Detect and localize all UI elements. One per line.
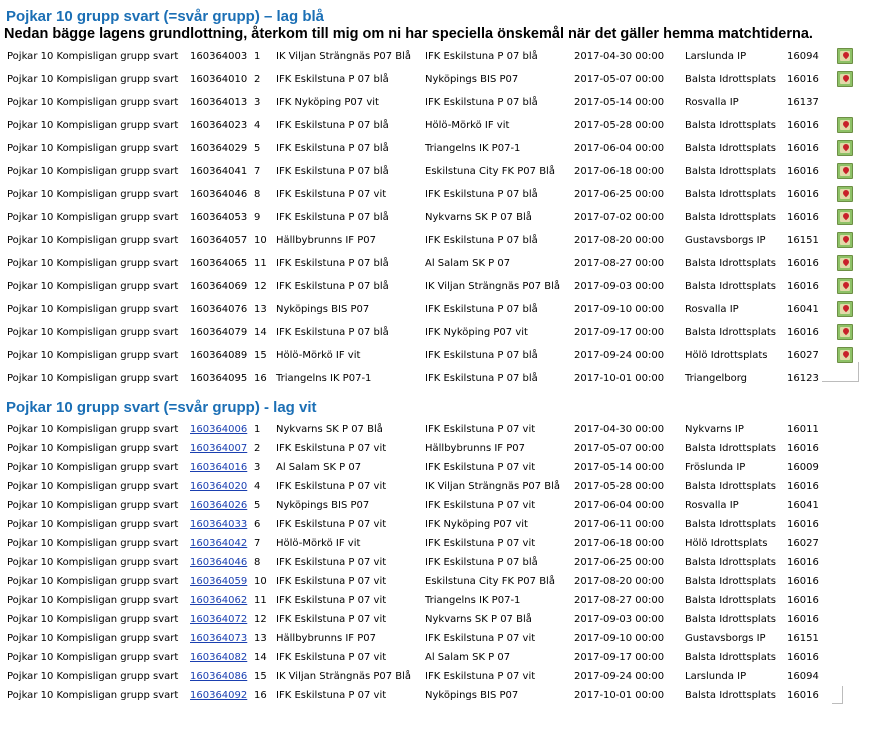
venue-cell: Balsta Idrottsplats bbox=[685, 576, 776, 587]
home-team-cell: Nykvarns SK P 07 Blå bbox=[276, 424, 383, 435]
home-team-cell: IFK Eskilstuna P 07 vit bbox=[276, 576, 387, 587]
away-team-cell: Eskilstuna City FK P07 Blå bbox=[425, 576, 555, 587]
date-cell: 2017-05-07 00:00 bbox=[574, 443, 665, 454]
series-cell: Pojkar 10 Kompisligan grupp svart bbox=[7, 212, 179, 223]
table-row bbox=[0, 208, 870, 227]
away-team-cell: IFK Eskilstuna P 07 blå bbox=[425, 97, 538, 108]
series-cell: Pojkar 10 Kompisligan grupp svart bbox=[7, 652, 179, 663]
away-team-cell: IFK Eskilstuna P 07 blå bbox=[425, 373, 538, 384]
away-team-cell: IFK Eskilstuna P 07 vit bbox=[425, 538, 536, 549]
venue-cell: Balsta Idrottsplats bbox=[685, 595, 776, 606]
date-cell: 2017-09-10 00:00 bbox=[574, 633, 665, 644]
round-cell: 14 bbox=[254, 327, 267, 338]
table-row bbox=[0, 534, 870, 553]
venue-cell: Gustavsborgs IP bbox=[685, 633, 766, 644]
map-pin-icon[interactable] bbox=[837, 255, 853, 271]
home-team-cell: IFK Eskilstuna P 07 vit bbox=[276, 614, 387, 625]
round-cell: 14 bbox=[254, 652, 267, 663]
date-cell: 2017-09-24 00:00 bbox=[574, 350, 665, 361]
home-team-cell: Al Salam SK P 07 bbox=[276, 462, 362, 473]
series-cell: Pojkar 10 Kompisligan grupp svart bbox=[7, 538, 179, 549]
series-cell: Pojkar 10 Kompisligan grupp svart bbox=[7, 690, 179, 701]
table-row bbox=[0, 477, 870, 496]
table-row bbox=[0, 323, 870, 342]
table-row bbox=[0, 300, 870, 319]
match-id: 160364079 bbox=[190, 327, 248, 338]
match-id[interactable]: 160364046 bbox=[190, 557, 248, 568]
series-cell: Pojkar 10 Kompisligan grupp svart bbox=[7, 500, 179, 511]
date-cell: 2017-05-07 00:00 bbox=[574, 74, 665, 85]
match-id[interactable]: 160364072 bbox=[190, 614, 248, 625]
series-cell: Pojkar 10 Kompisligan grupp svart bbox=[7, 97, 179, 108]
table-row bbox=[0, 231, 870, 250]
venue-cell: Balsta Idrottsplats bbox=[685, 74, 776, 85]
round-cell: 15 bbox=[254, 671, 267, 682]
map-pin-icon[interactable] bbox=[837, 117, 853, 133]
round-cell: 4 bbox=[254, 120, 261, 131]
away-team-cell: IFK Eskilstuna P 07 vit bbox=[425, 633, 536, 644]
home-team-cell: IFK Nyköping P07 vit bbox=[276, 97, 379, 108]
date-cell: 2017-06-04 00:00 bbox=[574, 500, 665, 511]
series-cell: Pojkar 10 Kompisligan grupp svart bbox=[7, 557, 179, 568]
date-cell: 2017-05-14 00:00 bbox=[574, 462, 665, 473]
table-frame-corner bbox=[832, 686, 843, 704]
away-team-cell: IK Viljan Strängnäs P07 Blå bbox=[425, 281, 561, 292]
match-id: 160364095 bbox=[190, 373, 248, 384]
venue-code-cell: 16016 bbox=[787, 614, 819, 625]
away-team-cell: IFK Eskilstuna P 07 vit bbox=[425, 671, 536, 682]
venue-code-cell: 16016 bbox=[787, 557, 819, 568]
venue-code-cell: 16041 bbox=[787, 500, 819, 511]
series-cell: Pojkar 10 Kompisligan grupp svart bbox=[7, 350, 179, 361]
home-team-cell: IFK Eskilstuna P 07 blå bbox=[276, 258, 389, 269]
home-team-cell: IFK Eskilstuna P 07 blå bbox=[276, 143, 389, 154]
date-cell: 2017-05-14 00:00 bbox=[574, 97, 665, 108]
date-cell: 2017-06-18 00:00 bbox=[574, 166, 665, 177]
round-cell: 10 bbox=[254, 235, 267, 246]
map-pin-icon[interactable] bbox=[837, 163, 853, 179]
venue-code-cell: 16016 bbox=[787, 576, 819, 587]
match-id: 160364003 bbox=[190, 51, 248, 62]
round-cell: 2 bbox=[254, 74, 261, 85]
table-row bbox=[0, 515, 870, 534]
date-cell: 2017-08-20 00:00 bbox=[574, 235, 665, 246]
table-row bbox=[0, 185, 870, 204]
series-cell: Pojkar 10 Kompisligan grupp svart bbox=[7, 633, 179, 644]
venue-cell: Balsta Idrottsplats bbox=[685, 120, 776, 131]
table-frame-corner bbox=[822, 362, 859, 382]
match-id: 160364069 bbox=[190, 281, 248, 292]
venue-code-cell: 16016 bbox=[787, 258, 819, 269]
date-cell: 2017-05-28 00:00 bbox=[574, 120, 665, 131]
map-pin-icon[interactable] bbox=[837, 278, 853, 294]
date-cell: 2017-07-02 00:00 bbox=[574, 212, 665, 223]
series-cell: Pojkar 10 Kompisligan grupp svart bbox=[7, 481, 179, 492]
section1-title: Pojkar 10 grupp svart (=svår grupp) – lag blå bbox=[6, 8, 325, 25]
round-cell: 13 bbox=[254, 304, 267, 315]
round-cell: 4 bbox=[254, 481, 261, 492]
home-team-cell: IK Viljan Strängnäs P07 Blå bbox=[276, 671, 412, 682]
table-row bbox=[0, 70, 870, 89]
home-team-cell: IFK Eskilstuna P 07 blå bbox=[276, 327, 389, 338]
venue-cell: Balsta Idrottsplats bbox=[685, 258, 776, 269]
match-id[interactable]: 160364033 bbox=[190, 519, 248, 530]
round-cell: 16 bbox=[254, 690, 267, 701]
home-team-cell: IFK Eskilstuna P 07 vit bbox=[276, 189, 387, 200]
table-row bbox=[0, 648, 870, 667]
venue-code-cell: 16016 bbox=[787, 519, 819, 530]
date-cell: 2017-08-27 00:00 bbox=[574, 595, 665, 606]
away-team-cell: IFK Nyköping P07 vit bbox=[425, 519, 528, 530]
match-id: 160364010 bbox=[190, 74, 248, 85]
away-team-cell: Triangelns IK P07-1 bbox=[425, 595, 521, 606]
series-cell: Pojkar 10 Kompisligan grupp svart bbox=[7, 120, 179, 131]
series-cell: Pojkar 10 Kompisligan grupp svart bbox=[7, 166, 179, 177]
venue-cell: Balsta Idrottsplats bbox=[685, 327, 776, 338]
date-cell: 2017-06-25 00:00 bbox=[574, 557, 665, 568]
venue-code-cell: 16016 bbox=[787, 189, 819, 200]
venue-cell: Larslunda IP bbox=[685, 51, 747, 62]
venue-cell: Balsta Idrottsplats bbox=[685, 519, 776, 530]
date-cell: 2017-06-04 00:00 bbox=[574, 143, 665, 154]
date-cell: 2017-04-30 00:00 bbox=[574, 51, 665, 62]
venue-cell: Hölö Idrottsplats bbox=[685, 350, 768, 361]
venue-code-cell: 16016 bbox=[787, 481, 819, 492]
away-team-cell: Nykvarns SK P 07 Blå bbox=[425, 212, 532, 223]
series-cell: Pojkar 10 Kompisligan grupp svart bbox=[7, 189, 179, 200]
table-row bbox=[0, 591, 870, 610]
match-id: 160364057 bbox=[190, 235, 248, 246]
match-id[interactable]: 160364082 bbox=[190, 652, 248, 663]
round-cell: 2 bbox=[254, 443, 261, 454]
home-team-cell: IK Viljan Strängnäs P07 Blå bbox=[276, 51, 412, 62]
series-cell: Pojkar 10 Kompisligan grupp svart bbox=[7, 304, 179, 315]
venue-cell: Larslunda IP bbox=[685, 671, 747, 682]
venue-code-cell: 16016 bbox=[787, 143, 819, 154]
venue-code-cell: 16016 bbox=[787, 74, 819, 85]
map-pin-icon[interactable] bbox=[837, 71, 853, 87]
match-id: 160364023 bbox=[190, 120, 248, 131]
date-cell: 2017-09-03 00:00 bbox=[574, 281, 665, 292]
venue-code-cell: 16011 bbox=[787, 424, 819, 435]
venue-cell: Balsta Idrottsplats bbox=[685, 614, 776, 625]
venue-code-cell: 16016 bbox=[787, 443, 819, 454]
series-cell: Pojkar 10 Kompisligan grupp svart bbox=[7, 74, 179, 85]
venue-code-cell: 16016 bbox=[787, 166, 819, 177]
series-cell: Pojkar 10 Kompisligan grupp svart bbox=[7, 462, 179, 473]
table-row bbox=[0, 47, 870, 66]
round-cell: 3 bbox=[254, 97, 261, 108]
venue-cell: Balsta Idrottsplats bbox=[685, 212, 776, 223]
venue-cell: Balsta Idrottsplats bbox=[685, 143, 776, 154]
date-cell: 2017-10-01 00:00 bbox=[574, 690, 665, 701]
venue-code-cell: 16041 bbox=[787, 304, 819, 315]
away-team-cell: IFK Nyköping P07 vit bbox=[425, 327, 528, 338]
away-team-cell: IFK Eskilstuna P 07 vit bbox=[425, 500, 536, 511]
date-cell: 2017-08-27 00:00 bbox=[574, 258, 665, 269]
series-cell: Pojkar 10 Kompisligan grupp svart bbox=[7, 281, 179, 292]
away-team-cell: IFK Eskilstuna P 07 blå bbox=[425, 557, 538, 568]
table-row bbox=[0, 439, 870, 458]
round-cell: 12 bbox=[254, 614, 267, 625]
match-id[interactable]: 160364026 bbox=[190, 500, 248, 511]
round-cell: 10 bbox=[254, 576, 267, 587]
venue-code-cell: 16137 bbox=[787, 97, 819, 108]
home-team-cell: IFK Eskilstuna P 07 blå bbox=[276, 281, 389, 292]
table-row bbox=[0, 420, 870, 439]
venue-cell: Balsta Idrottsplats bbox=[685, 281, 776, 292]
series-cell: Pojkar 10 Kompisligan grupp svart bbox=[7, 235, 179, 246]
away-team-cell: IFK Eskilstuna P 07 blå bbox=[425, 51, 538, 62]
match-id: 160364065 bbox=[190, 258, 248, 269]
match-id[interactable]: 160364006 bbox=[190, 424, 248, 435]
table-row bbox=[0, 346, 870, 365]
series-cell: Pojkar 10 Kompisligan grupp svart bbox=[7, 258, 179, 269]
table-row bbox=[0, 610, 870, 629]
venue-code-cell: 16009 bbox=[787, 462, 819, 473]
venue-code-cell: 16094 bbox=[787, 51, 819, 62]
away-team-cell: Triangelns IK P07-1 bbox=[425, 143, 521, 154]
table-row bbox=[0, 572, 870, 591]
home-team-cell: IFK Eskilstuna P 07 blå bbox=[276, 166, 389, 177]
away-team-cell: IFK Eskilstuna P 07 blå bbox=[425, 304, 538, 315]
round-cell: 11 bbox=[254, 595, 267, 606]
venue-code-cell: 16094 bbox=[787, 671, 819, 682]
venue-cell: Rosvalla IP bbox=[685, 97, 739, 108]
table-row bbox=[0, 254, 870, 273]
venue-cell: Rosvalla IP bbox=[685, 304, 739, 315]
round-cell: 11 bbox=[254, 258, 267, 269]
date-cell: 2017-09-17 00:00 bbox=[574, 327, 665, 338]
date-cell: 2017-06-25 00:00 bbox=[574, 189, 665, 200]
away-team-cell: IFK Eskilstuna P 07 blå bbox=[425, 235, 538, 246]
round-cell: 13 bbox=[254, 633, 267, 644]
home-team-cell: IFK Eskilstuna P 07 vit bbox=[276, 595, 387, 606]
date-cell: 2017-06-18 00:00 bbox=[574, 538, 665, 549]
venue-code-cell: 16151 bbox=[787, 235, 819, 246]
home-team-cell: IFK Eskilstuna P 07 vit bbox=[276, 443, 387, 454]
match-id[interactable]: 160364016 bbox=[190, 462, 248, 473]
away-team-cell: IFK Eskilstuna P 07 vit bbox=[425, 424, 536, 435]
series-cell: Pojkar 10 Kompisligan grupp svart bbox=[7, 576, 179, 587]
match-id: 160364076 bbox=[190, 304, 248, 315]
home-team-cell: Hällbybrunns IF P07 bbox=[276, 633, 376, 644]
away-team-cell: IFK Eskilstuna P 07 blå bbox=[425, 189, 538, 200]
date-cell: 2017-05-28 00:00 bbox=[574, 481, 665, 492]
series-cell: Pojkar 10 Kompisligan grupp svart bbox=[7, 327, 179, 338]
away-team-cell: Nyköpings BIS P07 bbox=[425, 74, 519, 85]
map-pin-icon[interactable] bbox=[837, 324, 853, 340]
home-team-cell: IFK Eskilstuna P 07 blå bbox=[276, 212, 389, 223]
venue-cell: Hölö Idrottsplats bbox=[685, 538, 768, 549]
venue-cell: Balsta Idrottsplats bbox=[685, 481, 776, 492]
series-cell: Pojkar 10 Kompisligan grupp svart bbox=[7, 595, 179, 606]
match-id[interactable]: 160364059 bbox=[190, 576, 248, 587]
series-cell: Pojkar 10 Kompisligan grupp svart bbox=[7, 671, 179, 682]
match-id: 160364089 bbox=[190, 350, 248, 361]
home-team-cell: Hölö-Mörkö IF vit bbox=[276, 350, 361, 361]
map-pin-icon[interactable] bbox=[837, 209, 853, 225]
series-cell: Pojkar 10 Kompisligan grupp svart bbox=[7, 443, 179, 454]
away-team-cell: Nyköpings BIS P07 bbox=[425, 690, 519, 701]
home-team-cell: IFK Eskilstuna P 07 vit bbox=[276, 519, 387, 530]
series-cell: Pojkar 10 Kompisligan grupp svart bbox=[7, 143, 179, 154]
round-cell: 1 bbox=[254, 424, 261, 435]
map-pin-icon[interactable] bbox=[837, 301, 853, 317]
match-id: 160364046 bbox=[190, 189, 248, 200]
table-row bbox=[0, 139, 870, 158]
away-team-cell: IFK Eskilstuna P 07 vit bbox=[425, 462, 536, 473]
away-team-cell: Nykvarns SK P 07 Blå bbox=[425, 614, 532, 625]
date-cell: 2017-06-11 00:00 bbox=[574, 519, 665, 530]
match-id[interactable]: 160364007 bbox=[190, 443, 248, 454]
map-pin-icon[interactable] bbox=[837, 232, 853, 248]
match-id[interactable]: 160364092 bbox=[190, 690, 248, 701]
away-team-cell: Eskilstuna City FK P07 Blå bbox=[425, 166, 555, 177]
venue-cell: Balsta Idrottsplats bbox=[685, 557, 776, 568]
venue-cell: Rosvalla IP bbox=[685, 500, 739, 511]
away-team-cell: Hällbybrunns IF P07 bbox=[425, 443, 525, 454]
date-cell: 2017-09-10 00:00 bbox=[574, 304, 665, 315]
match-id[interactable]: 160364073 bbox=[190, 633, 248, 644]
map-pin-icon[interactable] bbox=[837, 140, 853, 156]
match-id: 160364041 bbox=[190, 166, 248, 177]
round-cell: 3 bbox=[254, 462, 261, 473]
venue-code-cell: 16016 bbox=[787, 690, 819, 701]
venue-cell: Balsta Idrottsplats bbox=[685, 189, 776, 200]
round-cell: 7 bbox=[254, 166, 261, 177]
venue-cell: Balsta Idrottsplats bbox=[685, 443, 776, 454]
venue-code-cell: 16016 bbox=[787, 327, 819, 338]
match-id[interactable]: 160364062 bbox=[190, 595, 248, 606]
table-row bbox=[0, 553, 870, 572]
map-pin-icon[interactable] bbox=[837, 347, 853, 363]
venue-code-cell: 16016 bbox=[787, 595, 819, 606]
series-cell: Pojkar 10 Kompisligan grupp svart bbox=[7, 424, 179, 435]
venue-cell: Balsta Idrottsplats bbox=[685, 166, 776, 177]
venue-cell: Triangelborg bbox=[685, 373, 748, 384]
away-team-cell: IK Viljan Strängnäs P07 Blå bbox=[425, 481, 561, 492]
table-row bbox=[0, 162, 870, 181]
table-row bbox=[0, 496, 870, 515]
round-cell: 8 bbox=[254, 557, 261, 568]
match-id: 160364029 bbox=[190, 143, 248, 154]
venue-code-cell: 16027 bbox=[787, 538, 819, 549]
venue-cell: Balsta Idrottsplats bbox=[685, 652, 776, 663]
home-team-cell: Hölö-Mörkö IF vit bbox=[276, 538, 361, 549]
table-row bbox=[0, 629, 870, 648]
venue-code-cell: 16016 bbox=[787, 120, 819, 131]
home-team-cell: IFK Eskilstuna P 07 vit bbox=[276, 690, 387, 701]
home-team-cell: Hällbybrunns IF P07 bbox=[276, 235, 376, 246]
map-pin-icon[interactable] bbox=[837, 48, 853, 64]
venue-code-cell: 16123 bbox=[787, 373, 819, 384]
home-team-cell: IFK Eskilstuna P 07 blå bbox=[276, 74, 389, 85]
table-row bbox=[0, 458, 870, 477]
round-cell: 6 bbox=[254, 519, 261, 530]
date-cell: 2017-08-20 00:00 bbox=[574, 576, 665, 587]
home-team-cell: IFK Eskilstuna P 07 vit bbox=[276, 557, 387, 568]
round-cell: 16 bbox=[254, 373, 267, 384]
venue-code-cell: 16016 bbox=[787, 212, 819, 223]
date-cell: 2017-09-17 00:00 bbox=[574, 652, 665, 663]
venue-cell: Gustavsborgs IP bbox=[685, 235, 766, 246]
home-team-cell: Nyköpings BIS P07 bbox=[276, 500, 370, 511]
venue-code-cell: 16016 bbox=[787, 652, 819, 663]
series-cell: Pojkar 10 Kompisligan grupp svart bbox=[7, 519, 179, 530]
series-cell: Pojkar 10 Kompisligan grupp svart bbox=[7, 51, 179, 62]
home-team-cell: Triangelns IK P07-1 bbox=[276, 373, 372, 384]
match-id: 160364053 bbox=[190, 212, 248, 223]
round-cell: 5 bbox=[254, 500, 261, 511]
home-team-cell: IFK Eskilstuna P 07 blå bbox=[276, 120, 389, 131]
round-cell: 5 bbox=[254, 143, 261, 154]
venue-cell: Fröslunda IP bbox=[685, 462, 746, 473]
match-id[interactable]: 160364042 bbox=[190, 538, 248, 549]
away-team-cell: Hölö-Mörkö IF vit bbox=[425, 120, 510, 131]
table-row bbox=[0, 369, 870, 388]
round-cell: 7 bbox=[254, 538, 261, 549]
map-pin-icon[interactable] bbox=[837, 186, 853, 202]
match-id: 160364013 bbox=[190, 97, 248, 108]
date-cell: 2017-09-03 00:00 bbox=[574, 614, 665, 625]
round-cell: 15 bbox=[254, 350, 267, 361]
match-id[interactable]: 160364086 bbox=[190, 671, 248, 682]
date-cell: 2017-04-30 00:00 bbox=[574, 424, 665, 435]
away-team-cell: Al Salam SK P 07 bbox=[425, 652, 511, 663]
series-cell: Pojkar 10 Kompisligan grupp svart bbox=[7, 614, 179, 625]
series-cell: Pojkar 10 Kompisligan grupp svart bbox=[7, 373, 179, 384]
venue-cell: Balsta Idrottsplats bbox=[685, 690, 776, 701]
table-row bbox=[0, 93, 870, 112]
date-cell: 2017-10-01 00:00 bbox=[574, 373, 665, 384]
home-team-cell: Nyköpings BIS P07 bbox=[276, 304, 370, 315]
venue-code-cell: 16151 bbox=[787, 633, 819, 644]
away-team-cell: IFK Eskilstuna P 07 blå bbox=[425, 350, 538, 361]
home-team-cell: IFK Eskilstuna P 07 vit bbox=[276, 481, 387, 492]
venue-code-cell: 16027 bbox=[787, 350, 819, 361]
round-cell: 1 bbox=[254, 51, 261, 62]
venue-code-cell: 16016 bbox=[787, 281, 819, 292]
match-id[interactable]: 160364020 bbox=[190, 481, 248, 492]
table-row bbox=[0, 277, 870, 296]
section2-title: Pojkar 10 grupp svart (=svår grupp) - lag vit bbox=[6, 399, 317, 416]
round-cell: 8 bbox=[254, 189, 261, 200]
table-row bbox=[0, 667, 870, 686]
round-cell: 12 bbox=[254, 281, 267, 292]
date-cell: 2017-09-24 00:00 bbox=[574, 671, 665, 682]
home-team-cell: IFK Eskilstuna P 07 vit bbox=[276, 652, 387, 663]
venue-cell: Nykvarns IP bbox=[685, 424, 744, 435]
away-team-cell: Al Salam SK P 07 bbox=[425, 258, 511, 269]
table-row bbox=[0, 116, 870, 135]
round-cell: 9 bbox=[254, 212, 261, 223]
table-row bbox=[0, 686, 870, 705]
schedule-note: Nedan bägge lagens grundlottning, återkom till mig om ni har speciella önskemål när det gäller hemma matchtiderna. bbox=[4, 26, 813, 42]
